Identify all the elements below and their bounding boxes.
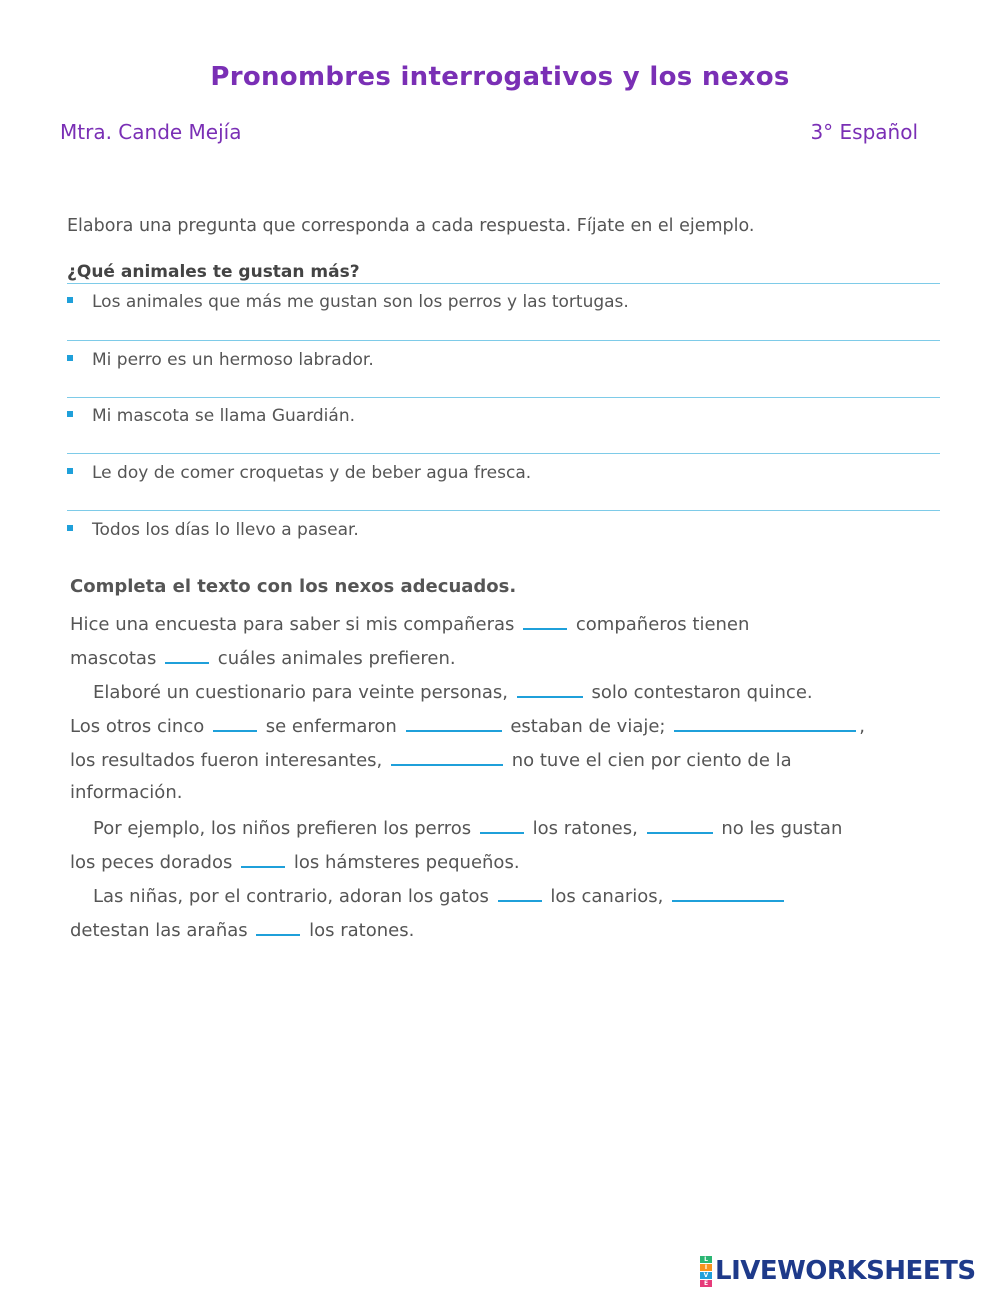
question-line-4[interactable]	[67, 453, 940, 454]
question-line-1[interactable]	[67, 283, 940, 284]
text-line-8: los peces dorados los hámsteres pequeños.	[70, 852, 520, 873]
answer-item: Los animales que más me gustan son los perros y las tortugas.	[67, 292, 629, 312]
blank-field[interactable]	[241, 850, 285, 868]
blank-field[interactable]	[647, 816, 713, 834]
blank-field[interactable]	[672, 884, 784, 902]
logo-letter: V	[700, 1272, 712, 1279]
text-line-4: Los otros cinco se enfermaron estaban de viaje; ,	[70, 716, 865, 737]
logo-letter: I	[700, 1264, 712, 1271]
answer-item: Mi perro es un hermoso labrador.	[67, 350, 374, 370]
answer-item: Todos los días lo llevo a pasear.	[67, 520, 359, 540]
blank-field[interactable]	[165, 646, 209, 664]
bullet-icon	[67, 468, 73, 474]
logo-letter: L	[700, 1256, 712, 1263]
answer-item: Mi mascota se llama Guardián.	[67, 406, 355, 426]
blank-field[interactable]	[406, 714, 502, 732]
teacher-name: Mtra. Cande Mejía	[60, 120, 242, 144]
logo-text: LIVEWORKSHEETS	[715, 1256, 976, 1286]
bullet-icon	[67, 411, 73, 417]
page-title: Pronombres interrogativos y los nexos	[210, 62, 790, 92]
blank-field[interactable]	[523, 612, 567, 630]
example-question: ¿Qué animales te gustan más?	[67, 262, 360, 282]
blank-field[interactable]	[256, 918, 300, 936]
section2-instruction: Completa el texto con los nexos adecuados.	[70, 576, 517, 597]
blank-field[interactable]	[674, 714, 856, 732]
bullet-icon	[67, 525, 73, 531]
text-line-2: mascotas cuáles animales prefieren.	[70, 648, 456, 669]
question-line-5[interactable]	[67, 510, 940, 511]
text-line-6: información.	[70, 782, 183, 803]
blank-field[interactable]	[517, 680, 583, 698]
question-line-2[interactable]	[67, 340, 940, 341]
bullet-icon	[67, 355, 73, 361]
text-line-3: Elaboré un cuestionario para veinte personas, solo contestaron quince.	[93, 682, 813, 703]
subject-label: 3° Español	[810, 120, 918, 144]
logo-mark-icon	[700, 1256, 712, 1287]
blank-field[interactable]	[391, 748, 503, 766]
text-line-5: los resultados fueron interesantes, no tuve el cien por ciento de la	[70, 750, 792, 771]
section1-instruction: Elabora una pregunta que corresponda a cada respuesta. Fíjate en el ejemplo.	[67, 216, 755, 236]
text-line-7: Por ejemplo, los niños prefieren los perros los ratones, no les gustan	[93, 818, 843, 839]
bullet-icon	[67, 297, 73, 303]
blank-field[interactable]	[498, 884, 542, 902]
logo-letter: E	[700, 1280, 712, 1287]
blank-field[interactable]	[480, 816, 524, 834]
text-line-10: detestan las arañas los ratones.	[70, 920, 415, 941]
question-line-3[interactable]	[67, 397, 940, 398]
text-line-9: Las niñas, por el contrario, adoran los gatos los canarios,	[93, 884, 787, 908]
liveworksheets-logo[interactable]	[700, 1256, 976, 1286]
blank-field[interactable]	[213, 714, 257, 732]
answer-item: Le doy de comer croquetas y de beber agua fresca.	[67, 463, 531, 483]
text-line-1: Hice una encuesta para saber si mis compañeras compañeros tienen	[70, 614, 750, 635]
